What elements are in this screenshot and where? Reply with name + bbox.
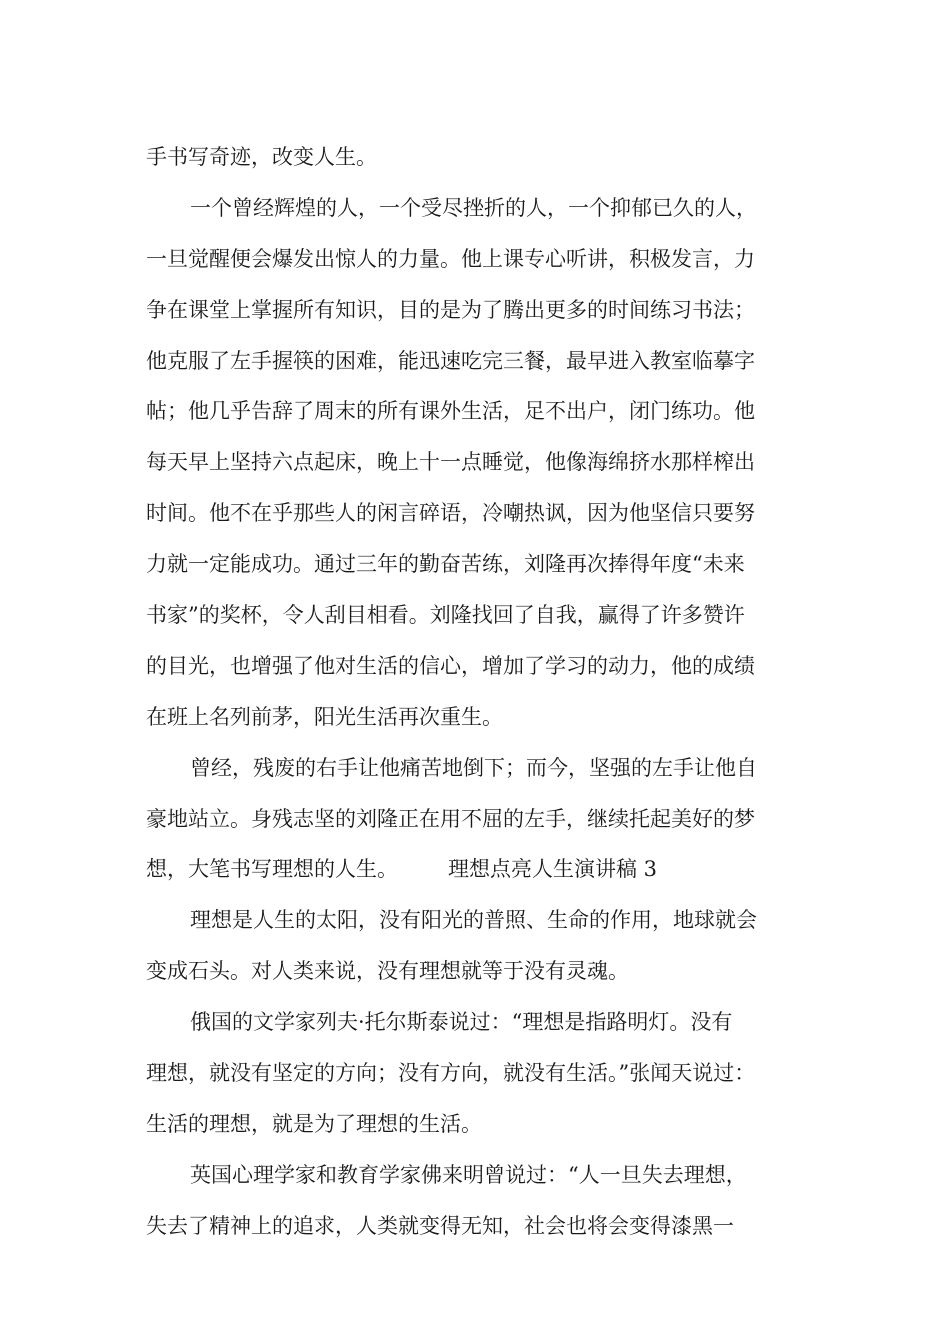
text-line-5: 他克服了左手握筷的困难，能迅速吃完三餐，最早进入教室临摹字 [146, 348, 755, 373]
paragraph-end-text: 想，大笔书写理想的人生。 [146, 857, 398, 882]
text-line-17: 变成石头。对人类来说，没有理想就等于没有灵魂。 [146, 959, 629, 984]
text-line-4: 争在课堂上掌握所有知识，目的是为了腾出更多的时间练习书法； [146, 297, 755, 322]
text-line-19: 理想，就没有坚定的方向；没有方向，就没有生活。”张闻天说过： [146, 1061, 756, 1086]
body-text [146, 132, 826, 1252]
text-line-9: 力就一定能成功。通过三年的勤奋苦练，刘隆再次捧得年度“未来 [146, 552, 745, 577]
text-line-11: 的目光，也增强了他对生活的信心，增加了学习的动力，他的成绩 [146, 653, 755, 678]
text-line-21: 英国心理学家和教育学家佛来明曾说过：“人一旦失去理想， [190, 1162, 747, 1187]
text-line-3: 一旦觉醒便会爆发出惊人的力量。他上课专心听讲，积极发言，力 [146, 246, 755, 271]
text-line-20: 生活的理想，就是为了理想的生活。 [146, 1111, 482, 1136]
text-line-13: 曾经，残废的右手让他痛苦地倒下；而今，坚强的左手让他自 [190, 755, 757, 780]
text-line-18: 俄国的文学家列夫·托尔斯泰说过：“理想是指路明灯。没有 [190, 1010, 733, 1035]
section-heading: 理想点亮人生演讲稿 3 [448, 857, 658, 882]
text-line-7: 每天早上坚持六点起床，晚上十一点睡觉，他像海绵挤水那样榨出 [146, 450, 755, 475]
text-line-14: 豪地站立。身残志坚的刘隆正在用不屈的左手，继续托起美好的梦 [146, 806, 755, 831]
text-line-8: 时间。他不在乎那些人的闲言碎语，冷嘲热讽，因为他坚信只要努 [146, 501, 755, 526]
text-line-16: 理想是人生的太阳，没有阳光的普照、生命的作用，地球就会 [190, 908, 757, 933]
text-line-22: 失去了精神上的追求，人类就变得无知，社会也将会变得漆黑一 [146, 1213, 734, 1238]
text-line-6: 帖；他几乎告辞了周末的所有课外生活，足不出户，闭门练功。他 [146, 399, 755, 424]
text-line-12: 在班上名列前茅，阳光生活再次重生。 [146, 704, 503, 729]
text-line-15 [146, 844, 826, 895]
text-line-2: 一个曾经辉煌的人，一个受尽挫折的人，一个抑郁已久的人， [190, 195, 757, 220]
text-line-1: 手书写奇迹，改变人生。 [146, 145, 377, 169]
text-line-10: 书家”的奖杯，令人刮目相看。刘隆找回了自我，赢得了许多赞许 [146, 603, 745, 628]
